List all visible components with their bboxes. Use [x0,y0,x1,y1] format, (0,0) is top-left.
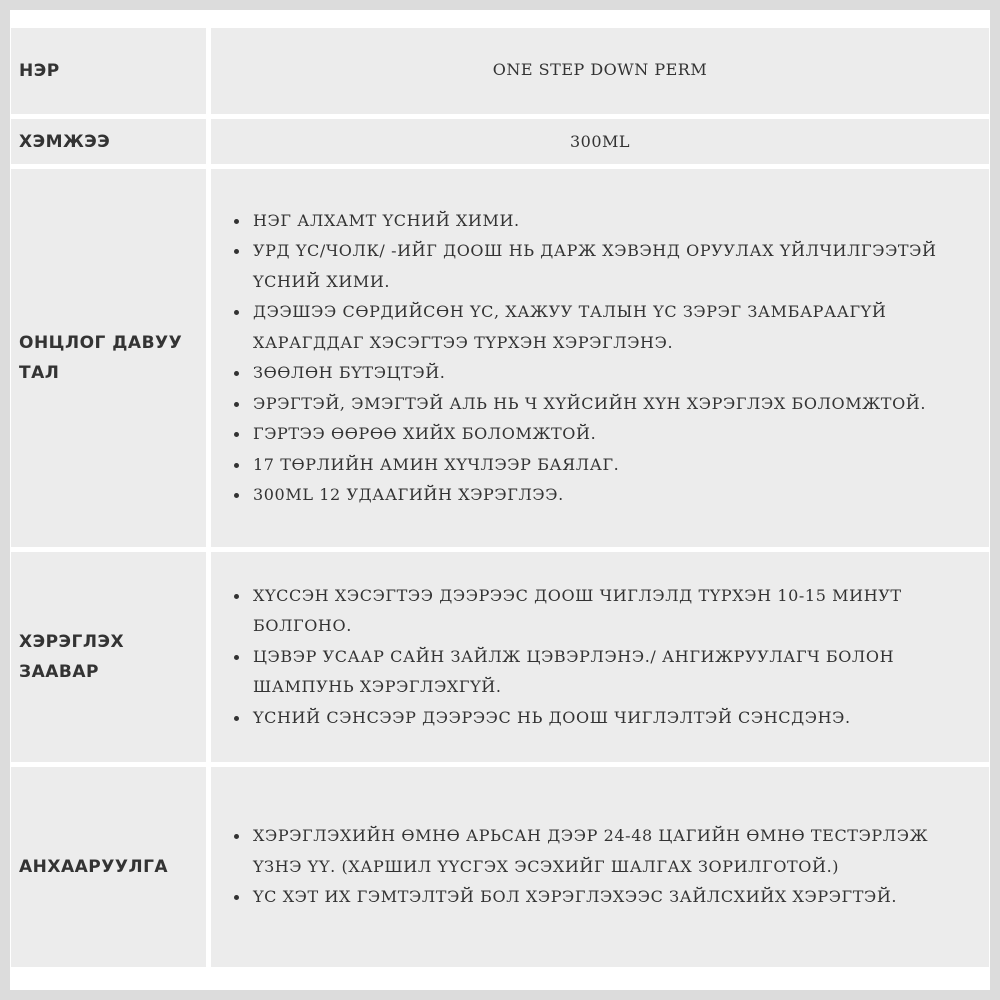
size-value-cell [211,119,989,164]
instructions-item: ЦЭВЭР УСААР САЙН ЗАЙЛЖ ЦЭВЭРЛЭНЭ./ АНГИЖРУУЛАГЧ БОЛОН ШАМПУНЬ ХЭРЭГЛЭХГҮЙ. [253,642,979,703]
advantages-label [11,169,206,547]
warning-item: ҮС ХЭТ ИХ ГЭМТЭЛТЭЙ БОЛ ХЭРЭГЛЭХЭЭС ЗАЙЛСХИЙХ ХЭРЭГТЭЙ. [253,882,979,913]
warning-label-text: АНХААРУУЛГА [19,857,169,877]
size-value: 300ML [569,132,631,151]
instructions-label [11,552,206,762]
advantages-item: ГЭРТЭЭ ӨӨРӨӨ ХИЙХ БОЛОМЖТОЙ. [253,419,979,450]
advantages-item: ДЭЭШЭЭ СӨРДИЙСӨН ҮС, ХАЖУУ ТАЛЫН ҮС ЗЭРЭГ ЗАМБАРААГҮЙ ХАРАГДДАГ ХЭСЭГТЭЭ ТҮРХЭН ХЭРЭГЛЭНЭ. [253,297,979,358]
size-label [11,119,206,164]
advantages-item: ЗӨӨЛӨН БҮТЭЦТЭЙ. [253,358,979,389]
advantages-item: НЭГ АЛХАМТ ҮСНИЙ ХИМИ. [253,206,979,237]
warning-list [211,821,989,913]
size-label-text: ХЭМЖЭЭ [19,131,111,152]
advantages-item: ЭРЭГТЭЙ, ЭМЭГТЭЙ АЛЬ НЬ Ч ХҮЙСИЙН ХҮН ХЭРЭГЛЭХ БОЛОМЖТОЙ. [253,389,979,420]
instructions-label-text: ХЭРЭГЛЭХ ЗААВАР [19,632,125,682]
warning-label [11,767,206,967]
instructions-item: ҮСНИЙ СЭНСЭЭР ДЭЭРЭЭС НЬ ДООШ ЧИГЛЭЛТЭЙ СЭНСДЭНЭ. [253,703,979,734]
name-value: ONE STEP DOWN PERM [492,60,708,79]
advantages-list-cell [211,169,989,547]
advantages-item: 17 ТӨРЛИЙН АМИН ХҮЧЛЭЭР БАЯЛАГ. [253,450,979,481]
warning-list-cell [211,767,989,967]
advantages-list [211,206,989,511]
name-label-text: НЭР [19,61,60,81]
instructions-list [211,581,989,734]
instructions-item: ХҮССЭН ХЭСЭГТЭЭ ДЭЭРЭЭС ДООШ ЧИГЛЭЛД ТҮРХЭН 10-15 МИНУТ БОЛГОНО. [253,581,979,642]
name-label [11,28,206,114]
warning-item: ХЭРЭГЛЭХИЙН ӨМНӨ АРЬСАН ДЭЭР 24-48 ЦАГИЙН ӨМНӨ ТЕСТЭРЛЭЖ ҮЗНЭ ҮҮ. (ХАРШИЛ ҮҮСГЭХ ЭСЭХИЙГ ШАЛГАХ ЗОРИЛГОТОЙ.) [253,821,979,882]
advantages-item: УРД ҮС/ЧОЛК/ -ИЙГ ДООШ НЬ ДАРЖ ХЭВЭНД ОРУУЛАХ ҮЙЛЧИЛГЭЭТЭЙ ҮСНИЙ ХИМИ. [253,236,979,297]
advantages-label-text: ОНЦЛОГ ДАВУУ ТАЛ [19,333,183,383]
instructions-list-cell [211,552,989,762]
name-value-cell [211,28,989,114]
advantages-item: 300ML 12 УДААГИЙН ХЭРЭГЛЭЭ. [253,480,979,511]
